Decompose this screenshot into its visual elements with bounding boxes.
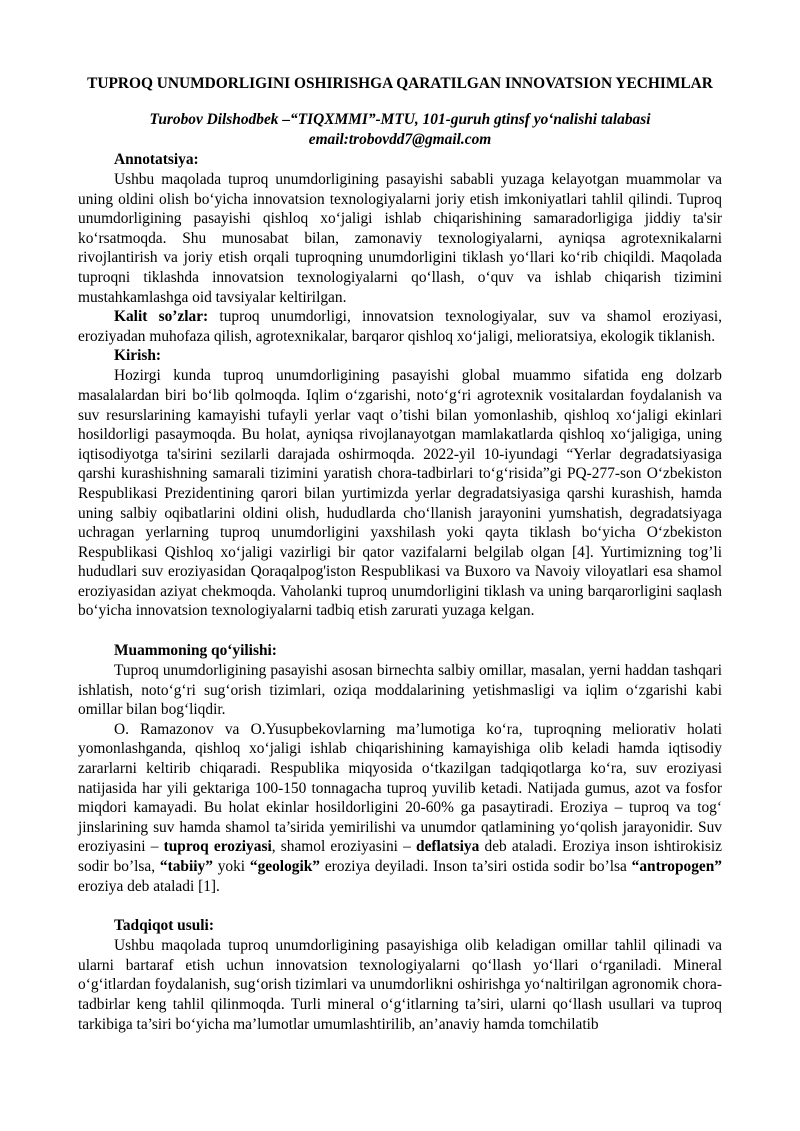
term-tabiiy: “tabiiy” bbox=[159, 858, 213, 875]
keywords-text: tuproq unumdorligi, innovatsion texnologiyalar, suv va shamol eroziyasi, eroziyadan muhofaza qilish, agrotexnikalar, barqaror qishloq xo‘jaligi, melioratsiya, ekologik tiklanish. bbox=[78, 308, 722, 345]
problem-paragraph-2 bbox=[78, 720, 722, 896]
keywords-label: Kalit so’zlar: bbox=[114, 308, 209, 326]
term-tuproq-eroziyasi: tuproq eroziyasi bbox=[163, 838, 272, 856]
problem-text-d: deb ataladi. Eroziya inson ishtirokisiz sodir bo’lsa, bbox=[78, 838, 722, 875]
annotation-heading: Annotatsiya: bbox=[114, 151, 199, 168]
term-deflatsiya: deflatsiya bbox=[416, 838, 480, 856]
method-heading: Tadqiqot usuli: bbox=[114, 917, 214, 935]
intro-heading: Kirish: bbox=[114, 347, 162, 365]
section-gap bbox=[78, 896, 722, 916]
intro-paragraph: Hozirgi kunda tuproq unumdorligining pasayishi global muammo sifatida eng dolzarb masalalardan biri bo‘lib qolmoqda. Iqlim o‘zgarishi, noto‘g‘ri agrotexnik vositalardan foydalanish va suv resurslarining kamayishi tufayli yerlar vaqt o’tishi bilan yomonlashib, qishloq xo‘jaligi ekinlari hosildorligi pasaymoqda. Bu holat, ayniqsa rivojlanayotgan mamlakatlarda qishloq xo‘jaligiga, uning iqtisodiyotga ta'sirini sezilarli darajada oshirmoqda. 2022-yil 10-iyundagi “Yerlar degradatsiyasiga qarshi kurashishning samarali tizimini yaratish chora-tadbirlari to‘g‘risida”gi PQ-277-son O‘zbekiston Respublikasi Prezidentining qarori bilan yurtimizda yerlar degradatsiyasiga qarshi kurashish, hamda uning salbiy oqibatlarini oldini olish, hududlarda cho‘llanish jarayonini yumshatish, degradatsiyaga uchragan yerlarning tuproq unumdorligini yaxshilash yoki qayta tiklash bo‘yicha O‘zbekiston Respublikasi Qishloq xo‘jaligi vazirligi bir qator vazifalarni belgilab olgan [4]. Yurtimizning tog’li hududlari suv eroziyasidan Qoraqalpog'iston Respublikasi va Buxoro va Navoiy viloyatlari esa shamol eroziyasidan aziyat chekmoqda. Vaholanki tuproq unumdorligini tiklash va uning barqarorligini saqlash bo‘yicha innovatsion texnologiyalarni tadbiq etish zarurati yuzaga kelgan. bbox=[78, 367, 722, 620]
term-geologik: “geologik” bbox=[249, 858, 321, 875]
problem-text-c: , shamol eroziyasini – bbox=[271, 838, 417, 856]
paper-title: TUPROQ UNUMDORLIGINI OSHIRISHGA QARATILGAN INNOVATSION YECHIMLAR bbox=[87, 75, 713, 92]
keywords-paragraph bbox=[78, 307, 722, 346]
problem-heading: Muammoning qo‘yilishi: bbox=[114, 642, 277, 660]
problem-paragraph-1: Tuproq unumdorligining pasayishi asosan birnechta salbiy omillar, masalan, yerni haddan tashqari ishlatish, noto‘g‘ri sug‘orish tizimlari, oziqa moddalarining yetishmasligi va iqlim o‘zgarishi kabi omillar bilan bog‘liqdir. bbox=[78, 662, 722, 719]
annotation-paragraph: Ushbu maqolada tuproq unumdorligining pasayishi sababli yuzaga kelayotgan muammolar va uning oldini olish bo‘yicha innovatsion texnologiyalarni joriy etish imkoniyatlari tahlil qilindi. Tuproq unumdorligining pasayishi qishloq xo‘jaligi ishlab chiqarishining samaradorligiga jiddiy ta'sir ko‘rsatmoqda. Shu munosabat bilan, zamonaviy texnologiyalarni, ayniqsa agrotexnikalarni rivojlantirish va joriy etish orqali tuproqning unumdorligini tiklash yo‘llari ko‘rib chiqildi. Maqolada tuproqni tiklashda innovatsion texnologiyalarni qo‘llash, o‘quv va ishlab chiqarish tizimini mustahkamlashga oid tavsiyalar keltirilgan. bbox=[78, 171, 722, 306]
problem-text-g: eroziya deb ataladi [1]. bbox=[78, 877, 220, 895]
problem-text-e: yoki bbox=[212, 858, 250, 875]
term-antropogen: “antropogen” bbox=[631, 858, 722, 875]
method-paragraph: Ushbu maqolada tuproq unumdorligining pasayishiga olib keladigan omillar tahlil qilinadi va ularni bartaraf etish uchun innovatsion texnologiyalarni qo‘llash yo‘llari o‘rganiladi. Mineral o‘g‘itlardan foydalanish, sug‘orish tizimlari va unumdorlikni oshirishga yo‘naltirilgan agronomik chora-tadbirlar keng tahlil qilinmoqda. Turli mineral o‘g‘itlarning ta’siri, ularni qo‘llash usullari va tuproq tarkibiga ta’siri bo‘yicha ma’lumotlar umumlashtirilib, an’anaviy hamda tomchilatib bbox=[78, 937, 722, 1033]
author-line: Turobov Dilshodbek –“TIQXMMI”-MTU, 101-guruh gtinsf yo‘nalishi talabasi bbox=[149, 111, 651, 128]
problem-text-f: eroziya deyiladi. Inson ta’siri ostida sodir bo’lsa bbox=[320, 858, 632, 875]
section-gap bbox=[78, 621, 722, 641]
problem-text-a: O. Ramazonov va O.Yusupbekovlarning ma’lumotiga ko‘ra, tuproqning meliorativ holati yomonlashganda, qishloq xo‘jaligi ishlab chiqarishining kamayishiga olib keladi hamda iqtisodiy zararlarni keltirib chiqaradi. Respublika miqyosida o‘tkazilgan tadqiqotlarga ko‘ra, suv eroziyasi natijasida har yili gektariga 100-150 tonnagacha tuproq yuvilib ketadi. Natijada gumus, azot va fosfor miqdori kamayadi. Bu holat ekinlar hosildorligini 20-60% ga pasaytiradi. Eroziya – tuproq va tog‘ jinslarining suv hamda shamol ta’sirida yemirilishi va unumdor qatlamining yo‘qolish jarayonidir. Suv eroziyasini – bbox=[78, 720, 722, 856]
author-email: email:trobovdd7@gmail.com bbox=[308, 131, 492, 148]
